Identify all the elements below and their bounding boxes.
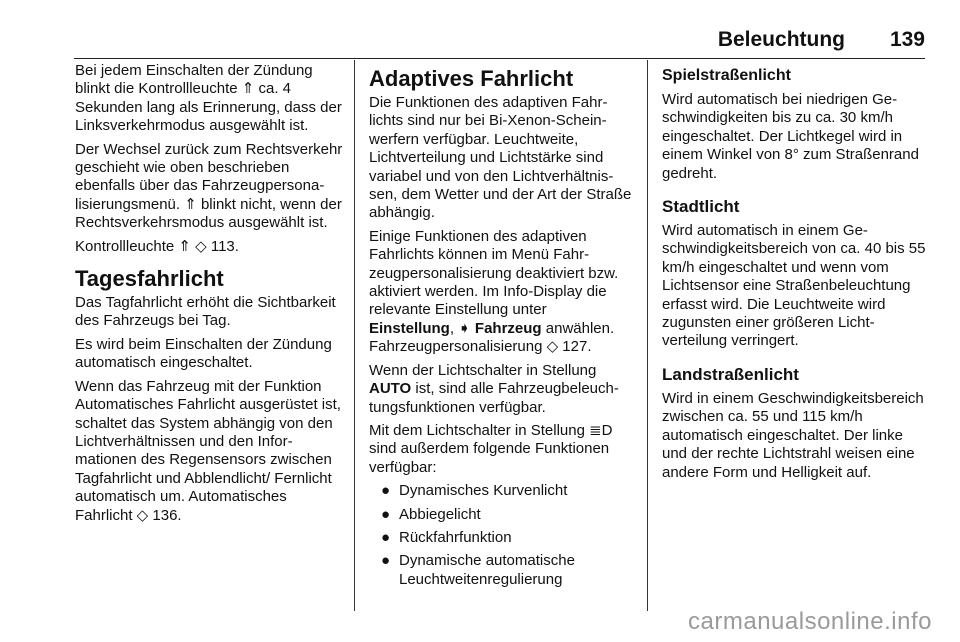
paragraph: Der Wechsel zurück zum Rechtsverkehr geschieht wie oben beschrieben ebenfalls über das Fahrzeugpersonalisierungsmenü. ⇑ blinkt nicht, wenn der Rechtsverkehrsmodus ausgewählt ist. xyxy=(75,140,343,232)
list-item-text: Abbiegelicht xyxy=(399,505,481,523)
bullet-icon: ● xyxy=(381,552,391,570)
column-divider xyxy=(354,60,355,611)
heading-stadtlicht: Stadtlicht xyxy=(662,197,740,217)
heading-spielstrassenlicht: Spielstraßenlicht xyxy=(662,67,791,84)
list-item-text: Rückfahrfunktion xyxy=(399,528,512,546)
text: Wenn der Lichtschalter in Stellung xyxy=(369,361,597,379)
paragraph: Wird automatisch bei niedrigen Geschwindigkeiten bis zu ca. 30 km/h eingeschaltet. Der Lichtkegel wird in einem Winkel von 8° zum Straßenrand gedreht. xyxy=(662,91,919,182)
paragraph: Wird automatisch in einem Geschwindigkeitsbereich von ca. 40 bis 55 km/h eingeschaltet und wenn vom Lichtsensor eine Straßenbeleuchtung erfasst wird. Die Leuchtweite wird zugunsten einer größeren Lichtverteilung verringert. xyxy=(662,222,926,350)
text: anwählen. Fahrzeugpersonalisierung ◇ 127. xyxy=(369,319,615,356)
list-item xyxy=(369,529,633,547)
menu-term: Einstellung xyxy=(369,319,450,337)
page-number: 139 xyxy=(889,28,925,51)
menu-separator: , ➧ xyxy=(449,319,475,337)
column-middle xyxy=(369,62,633,594)
text: ist, sind alle Fahrzeugbeleuchtungsfunktionen verfügbar. xyxy=(369,380,619,416)
heading-adaptives-fahrlicht: Adaptives Fahrlicht xyxy=(369,66,574,91)
header-rule xyxy=(74,58,925,59)
section-title: Beleuchtung xyxy=(717,28,845,51)
list-item-text: Dynamische automatische Leuchtweitenregulierung xyxy=(399,552,575,588)
switch-position: AUTO xyxy=(369,380,412,398)
paragraph: Wenn das Fahrzeug mit der Funktion Automatisches Fahrlicht ausgerüstet ist, schaltet das System abhängig von den Lichtverhältnissen und den Informationen des Regensensors zwischen Tagfahrlicht und Abblendlicht/ Fernlicht automatisch um. Automatisches Fahrlicht ◇ 136. xyxy=(75,377,341,524)
paragraph: Das Tagfahrlicht erhöht die Sichtbarkeit des Fahrzeugs bei Tag. xyxy=(75,294,336,330)
menu-term: Fahrzeug xyxy=(474,319,542,337)
list-item-text: Dynamisches Kurvenlicht xyxy=(399,482,568,500)
watermark: carmanualsonline.info xyxy=(688,608,932,635)
column-divider xyxy=(647,60,648,611)
paragraph: Mit dem Lichtschalter in Stellung ≣D sind außerdem folgende Funktionen verfügbar: xyxy=(369,421,613,476)
bullet-icon: ● xyxy=(381,505,391,523)
list-item xyxy=(369,552,633,589)
heading-tagesfahrlicht: Tagesfahrlicht xyxy=(75,266,224,292)
text: Einige Funktionen des adaptiven Fahrlichts können im Menü Fahrzeugpersonalisierung deaktiviert bzw. aktiviert werden. Im Info-Display die relevante Einstellung unter xyxy=(369,227,619,319)
paragraph: Die Funktionen des adaptiven Fahrlichts sind nur bei Bi-Xenon-Scheinwerfern verfügbar. Leuchtweite, Lichtverteilung und Lichtstärke sind variabel und von den Lichtverhältnissen, dem Wetter und der Art der Straße abhängig. xyxy=(369,94,632,222)
paragraph: Bei jedem Einschalten der Zündung blinkt die Kontrollleuchte ⇑ ca. 4 Sekunden lang als Erinnerung, dass der Linksverkehrmodus ausgewählt ist. xyxy=(75,62,342,135)
bullet-icon: ● xyxy=(381,528,391,546)
paragraph: Es wird beim Einschalten der Zündung automatisch eingeschaltet. xyxy=(75,335,332,372)
column-left xyxy=(75,62,343,530)
page-header xyxy=(0,28,960,64)
paragraph: Wird in einem Geschwindigkeitsbereich zwischen ca. 55 und 115 km/h automatisch eingeschaltet. Der linke und der rechte Lichtstrahl weisen eine andere Form und Helligkeit auf. xyxy=(662,389,924,481)
paragraph xyxy=(369,362,633,417)
feature-list xyxy=(369,482,633,589)
list-item xyxy=(369,482,633,500)
paragraph: Kontrollleuchte ⇑ ◇ 113. xyxy=(75,237,239,255)
paragraph xyxy=(369,228,633,357)
heading-landstrassenlicht: Landstraßenlicht xyxy=(662,364,799,384)
list-item xyxy=(369,506,633,524)
bullet-icon: ● xyxy=(381,482,391,500)
column-right xyxy=(662,62,930,487)
